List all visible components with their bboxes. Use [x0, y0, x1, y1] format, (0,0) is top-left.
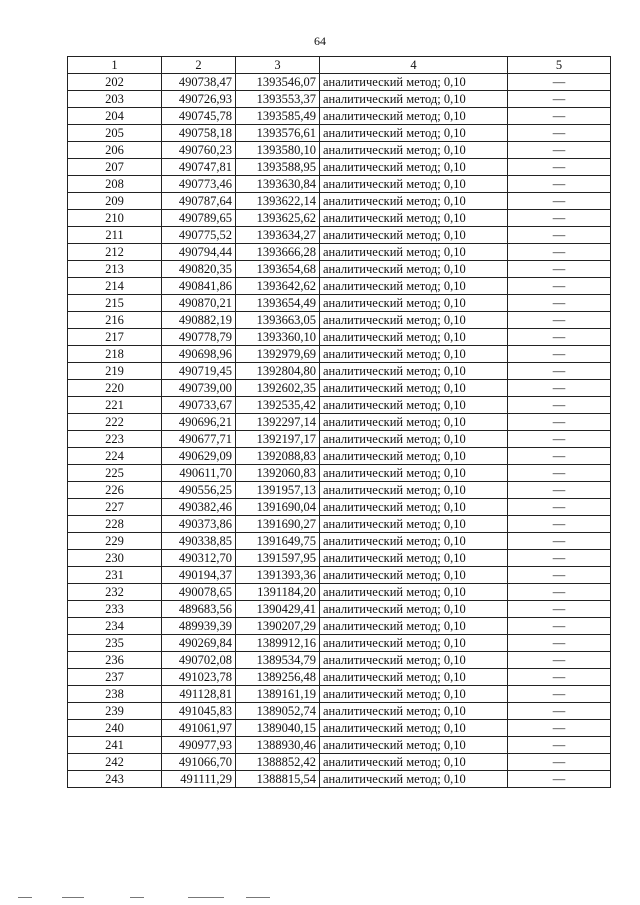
table-row — [68, 295, 611, 312]
x-coordinate-cell: 491066,70 — [162, 754, 236, 771]
point-number-cell: 224 — [68, 448, 162, 465]
table-row — [68, 91, 611, 108]
note-cell: — — [508, 686, 611, 703]
point-number-cell: 202 — [68, 74, 162, 91]
y-coordinate-cell: 1391690,27 — [236, 516, 320, 533]
point-number-cell: 207 — [68, 159, 162, 176]
y-coordinate-cell: 1393360,10 — [236, 329, 320, 346]
table-row — [68, 550, 611, 567]
x-coordinate-cell: 489683,56 — [162, 601, 236, 618]
point-number-cell: 240 — [68, 720, 162, 737]
table-row — [68, 686, 611, 703]
y-coordinate-cell: 1392602,35 — [236, 380, 320, 397]
y-coordinate-cell: 1389040,15 — [236, 720, 320, 737]
method-cell: аналитический метод; 0,10 — [320, 482, 508, 499]
method-cell: аналитический метод; 0,10 — [320, 601, 508, 618]
y-coordinate-cell: 1392197,17 — [236, 431, 320, 448]
x-coordinate-cell: 490269,84 — [162, 635, 236, 652]
table-header — [68, 57, 611, 74]
method-cell: аналитический метод; 0,10 — [320, 227, 508, 244]
method-cell: аналитический метод; 0,10 — [320, 635, 508, 652]
note-cell: — — [508, 193, 611, 210]
page-number: 64 — [314, 34, 326, 48]
point-number-cell: 241 — [68, 737, 162, 754]
point-number-cell: 204 — [68, 108, 162, 125]
x-coordinate-cell: 490629,09 — [162, 448, 236, 465]
table-row — [68, 567, 611, 584]
y-coordinate-cell: 1389256,48 — [236, 669, 320, 686]
point-number-cell: 222 — [68, 414, 162, 431]
note-cell: — — [508, 74, 611, 91]
method-cell: аналитический метод; 0,10 — [320, 618, 508, 635]
table-row — [68, 329, 611, 346]
point-number-cell: 238 — [68, 686, 162, 703]
table-row — [68, 635, 611, 652]
method-cell: аналитический метод; 0,10 — [320, 771, 508, 788]
note-cell: — — [508, 652, 611, 669]
y-coordinate-cell: 1393634,27 — [236, 227, 320, 244]
note-cell: — — [508, 363, 611, 380]
x-coordinate-cell: 491061,97 — [162, 720, 236, 737]
point-number-cell: 213 — [68, 261, 162, 278]
y-coordinate-cell: 1393630,84 — [236, 176, 320, 193]
x-coordinate-cell: 490789,65 — [162, 210, 236, 227]
note-cell: — — [508, 414, 611, 431]
method-cell: аналитический метод; 0,10 — [320, 91, 508, 108]
x-coordinate-cell: 490738,47 — [162, 74, 236, 91]
point-number-cell: 206 — [68, 142, 162, 159]
point-number-cell: 211 — [68, 227, 162, 244]
x-coordinate-cell: 490870,21 — [162, 295, 236, 312]
table-row — [68, 516, 611, 533]
table-row — [68, 74, 611, 91]
y-coordinate-cell: 1388852,42 — [236, 754, 320, 771]
method-cell: аналитический метод; 0,10 — [320, 686, 508, 703]
point-number-cell: 236 — [68, 652, 162, 669]
table-row — [68, 312, 611, 329]
table-body — [68, 74, 611, 788]
method-cell: аналитический метод; 0,10 — [320, 125, 508, 142]
table-row — [68, 278, 611, 295]
method-cell: аналитический метод; 0,10 — [320, 550, 508, 567]
method-cell: аналитический метод; 0,10 — [320, 465, 508, 482]
method-cell: аналитический метод; 0,10 — [320, 329, 508, 346]
method-cell: аналитический метод; 0,10 — [320, 414, 508, 431]
y-coordinate-cell: 1389161,19 — [236, 686, 320, 703]
point-number-cell: 234 — [68, 618, 162, 635]
y-coordinate-cell: 1393546,07 — [236, 74, 320, 91]
note-cell: — — [508, 261, 611, 278]
y-coordinate-cell: 1391597,95 — [236, 550, 320, 567]
table-row — [68, 771, 611, 788]
note-cell: — — [508, 567, 611, 584]
method-cell: аналитический метод; 0,10 — [320, 210, 508, 227]
method-cell: аналитический метод; 0,10 — [320, 74, 508, 91]
note-cell: — — [508, 584, 611, 601]
method-cell: аналитический метод; 0,10 — [320, 193, 508, 210]
method-cell: аналитический метод; 0,10 — [320, 533, 508, 550]
table-row — [68, 465, 611, 482]
note-cell: — — [508, 499, 611, 516]
point-number-cell: 210 — [68, 210, 162, 227]
method-cell: аналитический метод; 0,10 — [320, 669, 508, 686]
note-cell: — — [508, 669, 611, 686]
method-cell: аналитический метод; 0,10 — [320, 295, 508, 312]
note-cell: — — [508, 601, 611, 618]
y-coordinate-cell: 1391184,20 — [236, 584, 320, 601]
y-coordinate-cell: 1389534,79 — [236, 652, 320, 669]
note-cell: — — [508, 295, 611, 312]
table-row — [68, 448, 611, 465]
point-number-cell: 219 — [68, 363, 162, 380]
table-row — [68, 227, 611, 244]
table-row — [68, 703, 611, 720]
point-number-cell: 215 — [68, 295, 162, 312]
note-cell: — — [508, 380, 611, 397]
x-coordinate-cell: 490775,52 — [162, 227, 236, 244]
y-coordinate-cell: 1393576,61 — [236, 125, 320, 142]
x-coordinate-cell: 490338,85 — [162, 533, 236, 550]
method-cell: аналитический метод; 0,10 — [320, 397, 508, 414]
note-cell: — — [508, 125, 611, 142]
y-coordinate-cell: 1391393,36 — [236, 567, 320, 584]
note-cell: — — [508, 516, 611, 533]
x-coordinate-cell: 491045,83 — [162, 703, 236, 720]
y-coordinate-cell: 1393642,62 — [236, 278, 320, 295]
table-row — [68, 125, 611, 142]
point-number-cell: 226 — [68, 482, 162, 499]
header-cell-4: 4 — [320, 57, 508, 74]
note-cell: — — [508, 482, 611, 499]
method-cell: аналитический метод; 0,10 — [320, 142, 508, 159]
x-coordinate-cell: 490702,08 — [162, 652, 236, 669]
y-coordinate-cell: 1393654,68 — [236, 261, 320, 278]
x-coordinate-cell: 490758,18 — [162, 125, 236, 142]
y-coordinate-cell: 1393622,14 — [236, 193, 320, 210]
point-number-cell: 223 — [68, 431, 162, 448]
x-coordinate-cell: 490677,71 — [162, 431, 236, 448]
point-number-cell: 218 — [68, 346, 162, 363]
table-row — [68, 142, 611, 159]
point-number-cell: 221 — [68, 397, 162, 414]
note-cell: — — [508, 720, 611, 737]
y-coordinate-cell: 1388815,54 — [236, 771, 320, 788]
note-cell: — — [508, 329, 611, 346]
method-cell: аналитический метод; 0,10 — [320, 448, 508, 465]
y-coordinate-cell: 1393580,10 — [236, 142, 320, 159]
method-cell: аналитический метод; 0,10 — [320, 312, 508, 329]
x-coordinate-cell: 491128,81 — [162, 686, 236, 703]
note-cell: — — [508, 142, 611, 159]
method-cell: аналитический метод; 0,10 — [320, 652, 508, 669]
x-coordinate-cell: 490312,70 — [162, 550, 236, 567]
table-row — [68, 244, 611, 261]
point-number-cell: 228 — [68, 516, 162, 533]
y-coordinate-cell: 1392979,69 — [236, 346, 320, 363]
note-cell: — — [508, 244, 611, 261]
x-coordinate-cell: 490787,64 — [162, 193, 236, 210]
method-cell: аналитический метод; 0,10 — [320, 584, 508, 601]
note-cell: — — [508, 448, 611, 465]
method-cell: аналитический метод; 0,10 — [320, 278, 508, 295]
point-number-cell: 232 — [68, 584, 162, 601]
x-coordinate-cell: 490977,93 — [162, 737, 236, 754]
point-number-cell: 214 — [68, 278, 162, 295]
point-number-cell: 225 — [68, 465, 162, 482]
x-coordinate-cell: 490373,86 — [162, 516, 236, 533]
x-coordinate-cell: 490882,19 — [162, 312, 236, 329]
y-coordinate-cell: 1392804,80 — [236, 363, 320, 380]
point-number-cell: 233 — [68, 601, 162, 618]
coordinates-table — [67, 56, 611, 788]
note-cell: — — [508, 771, 611, 788]
y-coordinate-cell: 1393654,49 — [236, 295, 320, 312]
method-cell: аналитический метод; 0,10 — [320, 108, 508, 125]
note-cell: — — [508, 159, 611, 176]
method-cell: аналитический метод; 0,10 — [320, 754, 508, 771]
note-cell: — — [508, 618, 611, 635]
table-row — [68, 737, 611, 754]
note-cell: — — [508, 108, 611, 125]
table-row — [68, 397, 611, 414]
point-number-cell: 243 — [68, 771, 162, 788]
y-coordinate-cell: 1393553,37 — [236, 91, 320, 108]
point-number-cell: 220 — [68, 380, 162, 397]
table-row — [68, 159, 611, 176]
x-coordinate-cell: 490726,93 — [162, 91, 236, 108]
note-cell: — — [508, 550, 611, 567]
y-coordinate-cell: 1388930,46 — [236, 737, 320, 754]
method-cell: аналитический метод; 0,10 — [320, 363, 508, 380]
method-cell: аналитический метод; 0,10 — [320, 499, 508, 516]
method-cell: аналитический метод; 0,10 — [320, 737, 508, 754]
y-coordinate-cell: 1389052,74 — [236, 703, 320, 720]
note-cell: — — [508, 397, 611, 414]
table-row — [68, 363, 611, 380]
x-coordinate-cell: 490078,65 — [162, 584, 236, 601]
x-coordinate-cell: 490745,78 — [162, 108, 236, 125]
method-cell: аналитический метод; 0,10 — [320, 261, 508, 278]
header-cell-1: 1 — [68, 57, 162, 74]
table-row — [68, 720, 611, 737]
x-coordinate-cell: 489939,39 — [162, 618, 236, 635]
x-coordinate-cell: 490760,23 — [162, 142, 236, 159]
y-coordinate-cell: 1392060,83 — [236, 465, 320, 482]
footer-marks — [18, 897, 398, 901]
note-cell: — — [508, 533, 611, 550]
x-coordinate-cell: 490698,96 — [162, 346, 236, 363]
table-row — [68, 261, 611, 278]
point-number-cell: 216 — [68, 312, 162, 329]
point-number-cell: 208 — [68, 176, 162, 193]
y-coordinate-cell: 1390207,29 — [236, 618, 320, 635]
method-cell: аналитический метод; 0,10 — [320, 244, 508, 261]
point-number-cell: 239 — [68, 703, 162, 720]
x-coordinate-cell: 491111,29 — [162, 771, 236, 788]
table-row — [68, 431, 611, 448]
y-coordinate-cell: 1393666,28 — [236, 244, 320, 261]
method-cell: аналитический метод; 0,10 — [320, 431, 508, 448]
table-row — [68, 754, 611, 771]
note-cell: — — [508, 176, 611, 193]
note-cell: — — [508, 431, 611, 448]
table-row — [68, 499, 611, 516]
table-row — [68, 601, 611, 618]
table-row — [68, 618, 611, 635]
point-number-cell: 209 — [68, 193, 162, 210]
point-number-cell: 235 — [68, 635, 162, 652]
x-coordinate-cell: 490733,67 — [162, 397, 236, 414]
note-cell: — — [508, 635, 611, 652]
method-cell: аналитический метод; 0,10 — [320, 720, 508, 737]
note-cell: — — [508, 703, 611, 720]
x-coordinate-cell: 490773,46 — [162, 176, 236, 193]
point-number-cell: 203 — [68, 91, 162, 108]
note-cell: — — [508, 346, 611, 363]
x-coordinate-cell: 490382,46 — [162, 499, 236, 516]
y-coordinate-cell: 1393588,95 — [236, 159, 320, 176]
x-coordinate-cell: 490841,86 — [162, 278, 236, 295]
table-row — [68, 346, 611, 363]
table-row — [68, 210, 611, 227]
table-row — [68, 584, 611, 601]
header-cell-2: 2 — [162, 57, 236, 74]
x-coordinate-cell: 490719,45 — [162, 363, 236, 380]
method-cell: аналитический метод; 0,10 — [320, 703, 508, 720]
x-coordinate-cell: 491023,78 — [162, 669, 236, 686]
y-coordinate-cell: 1389912,16 — [236, 635, 320, 652]
note-cell: — — [508, 91, 611, 108]
x-coordinate-cell: 490194,37 — [162, 567, 236, 584]
y-coordinate-cell: 1392535,42 — [236, 397, 320, 414]
table-row — [68, 193, 611, 210]
y-coordinate-cell: 1390429,41 — [236, 601, 320, 618]
y-coordinate-cell: 1393663,05 — [236, 312, 320, 329]
table-row — [68, 533, 611, 550]
x-coordinate-cell: 490747,81 — [162, 159, 236, 176]
method-cell: аналитический метод; 0,10 — [320, 516, 508, 533]
y-coordinate-cell: 1393585,49 — [236, 108, 320, 125]
table-row — [68, 482, 611, 499]
table-row — [68, 176, 611, 193]
table-row — [68, 380, 611, 397]
x-coordinate-cell: 490794,44 — [162, 244, 236, 261]
table-row — [68, 652, 611, 669]
point-number-cell: 237 — [68, 669, 162, 686]
x-coordinate-cell: 490739,00 — [162, 380, 236, 397]
y-coordinate-cell: 1391649,75 — [236, 533, 320, 550]
method-cell: аналитический метод; 0,10 — [320, 567, 508, 584]
x-coordinate-cell: 490820,35 — [162, 261, 236, 278]
point-number-cell: 230 — [68, 550, 162, 567]
table-row — [68, 414, 611, 431]
y-coordinate-cell: 1392088,83 — [236, 448, 320, 465]
point-number-cell: 205 — [68, 125, 162, 142]
point-number-cell: 217 — [68, 329, 162, 346]
table-row — [68, 108, 611, 125]
table-row — [68, 669, 611, 686]
point-number-cell: 242 — [68, 754, 162, 771]
x-coordinate-cell: 490611,70 — [162, 465, 236, 482]
x-coordinate-cell: 490556,25 — [162, 482, 236, 499]
y-coordinate-cell: 1391957,13 — [236, 482, 320, 499]
method-cell: аналитический метод; 0,10 — [320, 176, 508, 193]
method-cell: аналитический метод; 0,10 — [320, 346, 508, 363]
method-cell: аналитический метод; 0,10 — [320, 159, 508, 176]
y-coordinate-cell: 1393625,62 — [236, 210, 320, 227]
method-cell: аналитический метод; 0,10 — [320, 380, 508, 397]
note-cell: — — [508, 754, 611, 771]
note-cell: — — [508, 210, 611, 227]
header-cell-5: 5 — [508, 57, 611, 74]
point-number-cell: 229 — [68, 533, 162, 550]
note-cell: — — [508, 465, 611, 482]
note-cell: — — [508, 312, 611, 329]
header-cell-3: 3 — [236, 57, 320, 74]
note-cell: — — [508, 278, 611, 295]
note-cell: — — [508, 737, 611, 754]
header-row — [68, 57, 611, 74]
x-coordinate-cell: 490696,21 — [162, 414, 236, 431]
y-coordinate-cell: 1391690,04 — [236, 499, 320, 516]
note-cell: — — [508, 227, 611, 244]
x-coordinate-cell: 490778,79 — [162, 329, 236, 346]
y-coordinate-cell: 1392297,14 — [236, 414, 320, 431]
point-number-cell: 231 — [68, 567, 162, 584]
point-number-cell: 227 — [68, 499, 162, 516]
point-number-cell: 212 — [68, 244, 162, 261]
